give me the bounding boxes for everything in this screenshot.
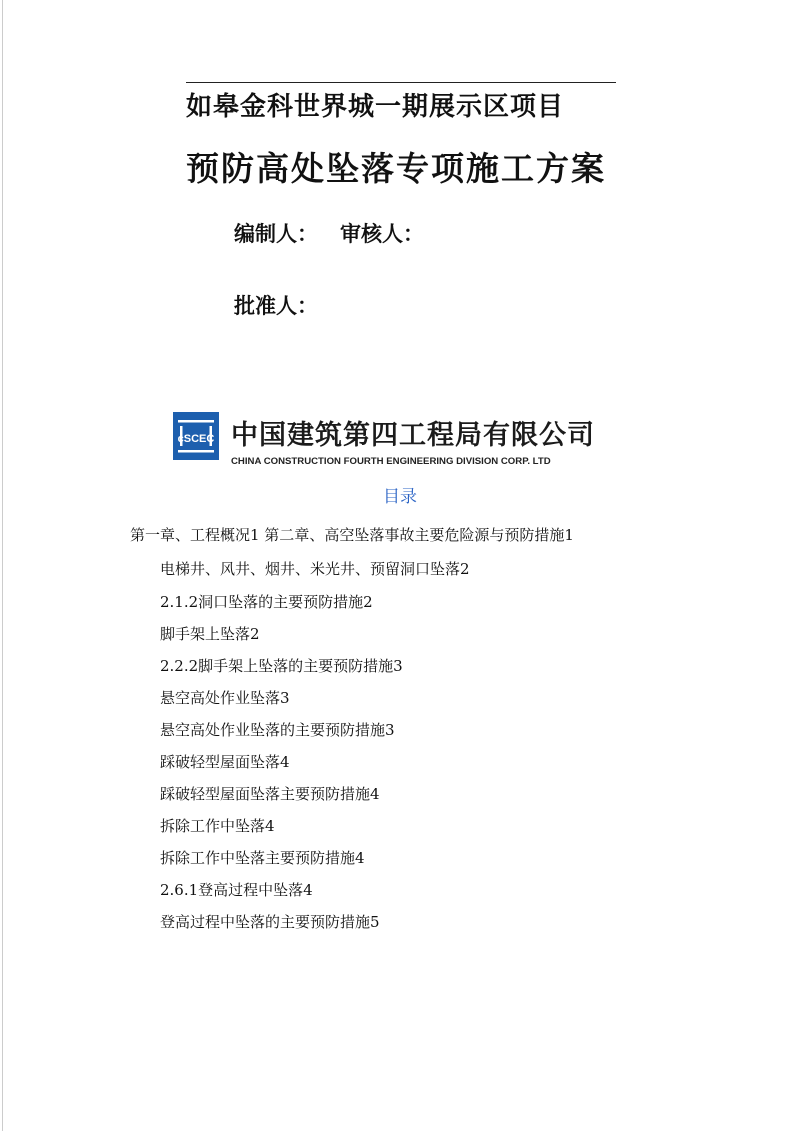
editor-label: 编制人：	[234, 222, 318, 246]
signature-row-approver	[234, 290, 318, 320]
company-name-cn: 中国建筑第四工程局有限公司	[231, 420, 595, 450]
company-logo-block	[173, 412, 593, 472]
svg-text:cSCEC: cSCEC	[177, 433, 215, 445]
project-title: 如皋金科世界城一期展示区项目	[186, 92, 565, 122]
plan-title: 预防高处坠落专项施工方案	[186, 149, 606, 188]
toc-entry-11[interactable]: 拆除工作中坠落主要预防措施4	[160, 849, 365, 867]
approver-label: 批准人：	[234, 294, 318, 318]
toc-entry-2[interactable]: 电梯井、风井、烟井、米光井、预留洞口坠落2	[160, 560, 470, 578]
toc-entry-3[interactable]: 2.1.2洞口坠落的主要预防措施2	[160, 593, 373, 611]
toc-entry-8[interactable]: 踩破轻型屋面坠落4	[160, 753, 290, 771]
toc-entry-1[interactable]: 第一章、工程概况1 第二章、高空坠落事故主要危险源与预防措施1	[130, 526, 574, 544]
toc-entry-7[interactable]: 悬空高处作业坠落的主要预防措施3	[160, 721, 395, 739]
toc-entry-10[interactable]: 拆除工作中坠落4	[160, 817, 275, 835]
page-edge	[2, 0, 3, 1131]
toc-entry-12[interactable]: 2.6.1登高过程中坠落4	[160, 881, 313, 899]
toc-entry-13[interactable]: 登高过程中坠落的主要预防措施5	[160, 913, 380, 931]
toc-heading: 目录	[383, 487, 417, 507]
toc-entry-4[interactable]: 脚手架上坠落2	[160, 625, 260, 643]
company-name-en: CHINA CONSTRUCTION FOURTH ENGINEERING DIVISION CORP. LTD	[231, 456, 551, 467]
signature-row-editor-reviewer	[234, 218, 424, 248]
reviewer-label: 审核人：	[340, 222, 424, 246]
cscec-logo-icon	[173, 412, 219, 460]
header-rule	[186, 82, 616, 83]
toc-entry-5[interactable]: 2.2.2脚手架上坠落的主要预防措施3	[160, 657, 403, 675]
toc-entry-6[interactable]: 悬空高处作业坠落3	[160, 689, 290, 707]
toc-entry-9[interactable]: 踩破轻型屋面坠落主要预防措施4	[160, 785, 380, 803]
